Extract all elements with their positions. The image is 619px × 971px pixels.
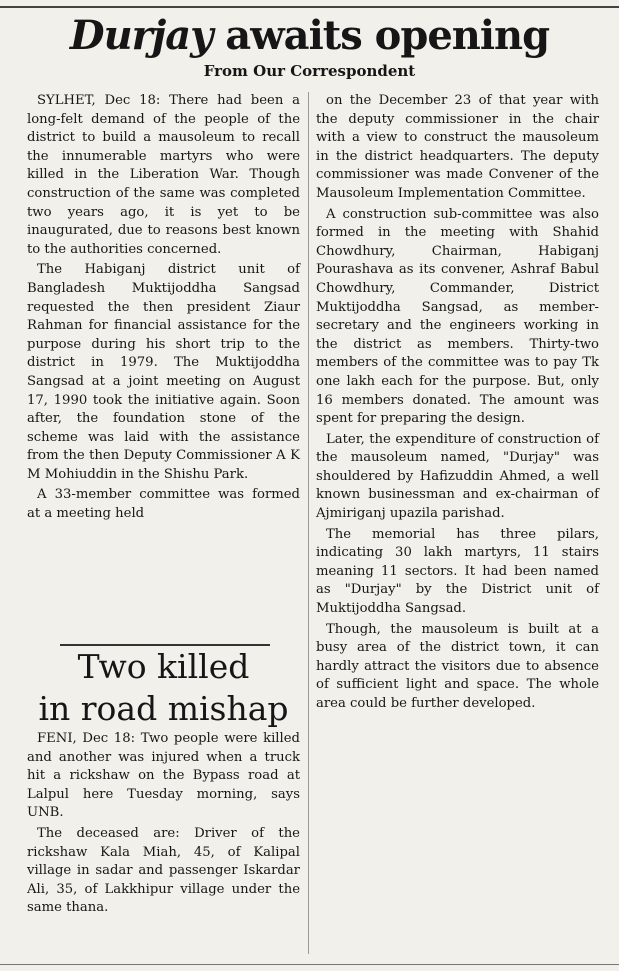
side-story-paragraph: FENI, Dec 18: Two people were killed and another was injured when a truck hit a rickshaw on the Bypass road at Lalpul here Tuesday morning, says UNB.: [27, 731, 300, 821]
article-right-column: [316, 92, 599, 714]
headline-rest: awaits opening: [225, 12, 550, 59]
side-story-headline-line2: in road mishap: [38, 689, 289, 728]
article-paragraph: Though, the mausoleum is built at a busy area of the district town, it can hardly attract the visitors due to absence of sufficient light and space. The whole area could be further developed.: [316, 621, 599, 711]
side-story-headline: [27, 646, 300, 730]
article-byline: From Our Correspondent: [203, 62, 416, 80]
bottom-rule: [0, 964, 619, 965]
top-rule: [0, 6, 619, 8]
article-paragraph: SYLHET, Dec 18: There had been a long-felt demand of the people of the district to build a mausoleum to recall the innumerable martyrs who were killed in the Liberation War. Though construction of the same was completed two years ago, it is yet to be inaugurated, due to reasons best known to the authorities concerned.: [27, 93, 300, 257]
article-headline: [0, 10, 619, 62]
article-left-column: [27, 92, 300, 524]
article-paragraph: on the December 23 of that year with the deputy commissioner in the chair with a view to construct the mausoleum in the district headquarters. The deputy commissioner was made Convener of the Mausoleum Implementation Committee.: [316, 93, 599, 201]
side-story-paragraph: The deceased are: Driver of the rickshaw Kala Miah, 45, of Kalipal village in sadar and passenger Iskardar Ali, 35, of Lakkhipur village under the same thana.: [27, 825, 300, 916]
headline-name: Durjay: [69, 12, 213, 59]
side-story-headline-line1: Two killed: [77, 647, 250, 686]
side-story-body: [27, 730, 300, 918]
article-paragraph: A construction sub-committee was also formed in the meeting with Shahid Chowdhury, Chairman, Habiganj Pourashava as its convener, Ashraf Babul Chowdhury, Commander, District Muktijoddha Sangsad, as member-secretary and the engineers working in the district as members. Thirty-two members of the committee was to pay Tk one lakh each for the purpose. But, only 16 members donated. The amount was spent for preparing the design.: [316, 206, 599, 427]
article-paragraph: Later, the expenditure of construction of the mausoleum named, "Durjay" was shouldered by Hafizuddin Ahmed, a well known businessman and ex-chairman of Ajmiriganj upazila parishad.: [316, 431, 599, 522]
article-paragraph: A 33-member committee was formed at a meeting held: [27, 487, 300, 522]
article-paragraph: The Habiganj district unit of Bangladesh Muktijoddha Sangsad requested the then president Ziaur Rahman for financial assistance for the purpose during his short trip to the district in 1979. The Muktijoddha Sangsad at a joint meeting on August 17, 1990 took the initiative again. Soon after, the foundation stone of the scheme was laid with the assistance from the then Deputy Commissioner A K M Mohiuddin in the Shishu Park.: [27, 262, 300, 482]
column-divider: [308, 92, 309, 954]
article-paragraph: The memorial has three pilars, indicating 30 lakh martyrs, 11 stairs meaning 11 sectors. It had been named as "Durjay" by the District unit of Muktijoddha Sangsad.: [316, 526, 599, 617]
